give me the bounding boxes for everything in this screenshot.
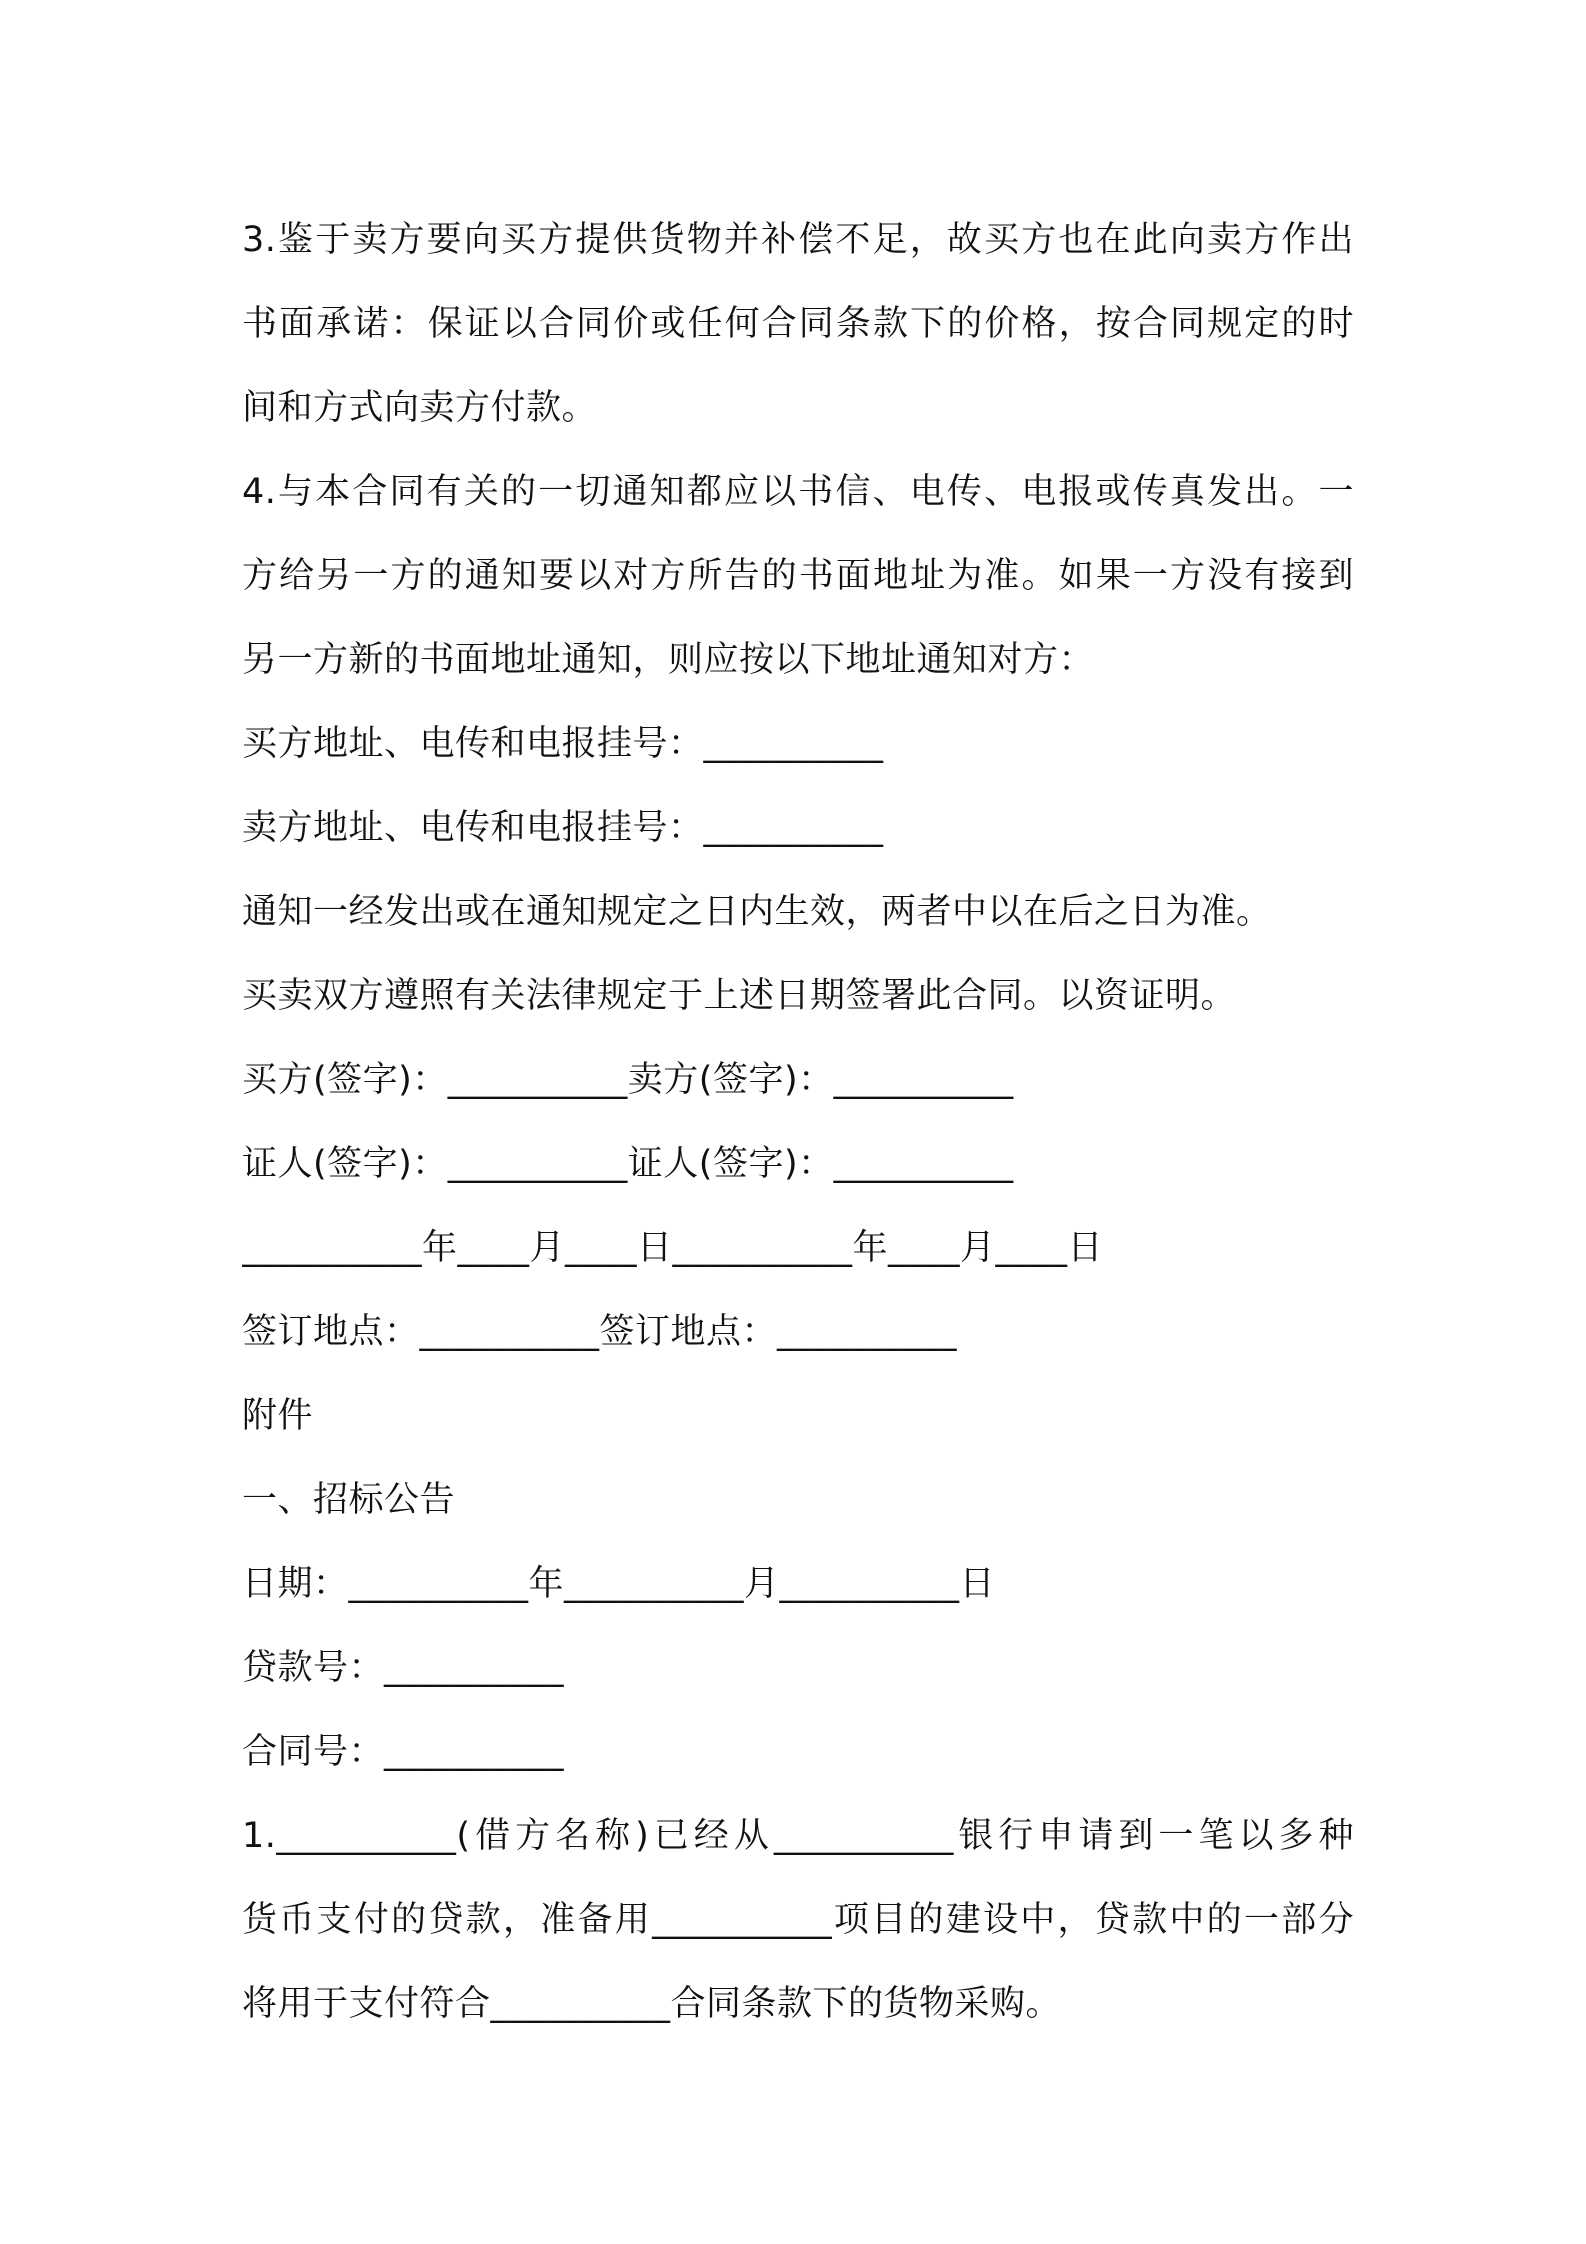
witness-statement-line: 买卖双方遵照有关法律规定于上述日期签署此合同。以资证明。 bbox=[242, 976, 1237, 1016]
clause-4-line-2: 方给另一方的通知要以对方所告的书面地址为准。如果一方没有接到 bbox=[242, 556, 1354, 596]
clause-3-line-3: 间和方式向卖方付款。 bbox=[242, 388, 598, 428]
tender-clause-1-line-2: 货币支付的贷款，准备用__________项目的建设中，贷款中的一部分 bbox=[242, 1900, 1354, 1940]
party-signature-line: 买方(签字)：__________卖方(签字)：__________ bbox=[242, 1060, 1014, 1100]
tender-clause-1-line-1: 1.__________(借方名称)已经从__________银行申请到一笔以多种 bbox=[242, 1816, 1354, 1856]
date-field-line: 日期：__________年__________月__________日 bbox=[242, 1564, 996, 1604]
contract-number-line: 合同号：__________ bbox=[242, 1732, 565, 1772]
clause-3-line-2: 书面承诺：保证以合同价或任何合同条款下的价格，按合同规定的时 bbox=[242, 304, 1354, 344]
signing-place-line: 签订地点：__________签订地点：__________ bbox=[242, 1312, 958, 1352]
witness-signature-line: 证人(签字)：__________证人(签字)：__________ bbox=[242, 1144, 1014, 1184]
clause-3-line-1: 3.鉴于卖方要向买方提供货物并补偿不足，故买方也在此向卖方作出 bbox=[242, 220, 1354, 260]
clause-4-line-1: 4.与本合同有关的一切通知都应以书信、电传、电报或传真发出。一 bbox=[242, 472, 1354, 512]
tender-notice-heading: 一、招标公告 bbox=[242, 1480, 456, 1520]
notice-effective-line: 通知一经发出或在通知规定之日内生效，两者中以在后之日为准。 bbox=[242, 892, 1272, 932]
seller-address-line: 卖方地址、电传和电报挂号：__________ bbox=[242, 808, 884, 848]
loan-number-line: 贷款号：__________ bbox=[242, 1648, 565, 1688]
buyer-address-line: 买方地址、电传和电报挂号：__________ bbox=[242, 724, 884, 764]
signing-date-line: __________年____月____日__________年____月____日 bbox=[242, 1228, 1104, 1268]
clause-4-line-3: 另一方新的书面地址通知，则应按以下地址通知对方： bbox=[242, 640, 1095, 680]
tender-clause-1-line-3: 将用于支付符合__________合同条款下的货物采购。 bbox=[242, 1984, 1062, 2024]
document-body bbox=[242, 198, 1354, 2046]
appendix-heading: 附件 bbox=[242, 1396, 314, 1436]
